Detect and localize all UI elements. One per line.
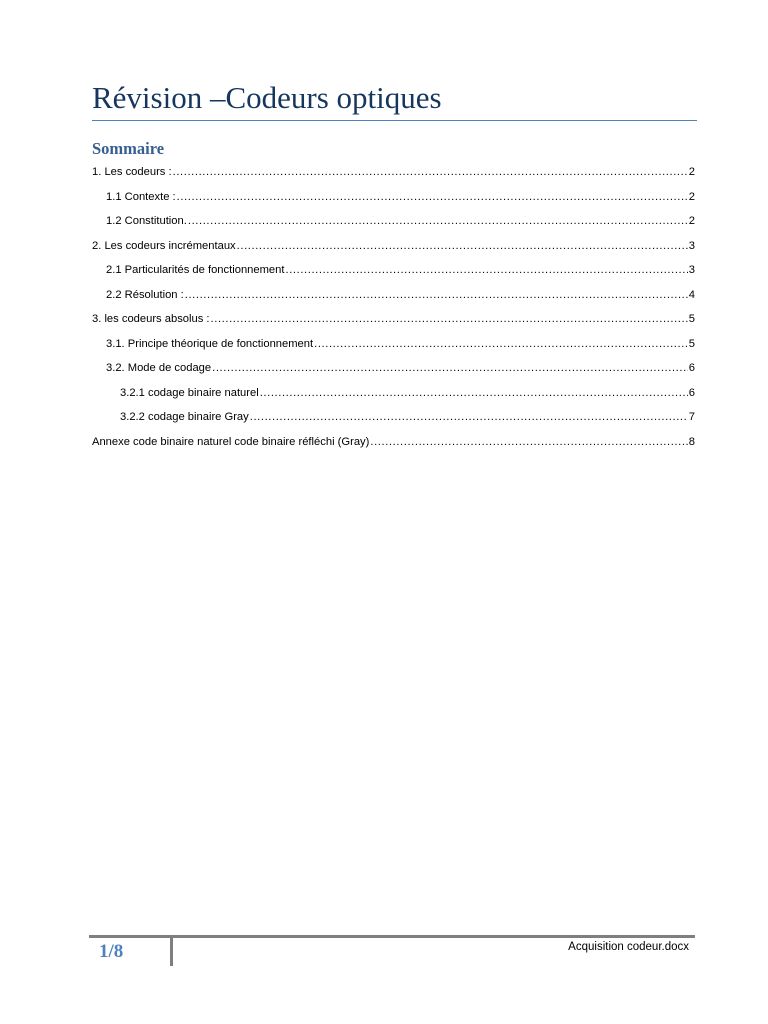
toc-entry[interactable] bbox=[92, 405, 695, 430]
footer-filename: Acquisition codeur.docx bbox=[568, 941, 689, 953]
toc-entry-page-number: 2 bbox=[688, 190, 695, 203]
toc-entry-label: 3.2.1 codage binaire naturel bbox=[120, 386, 259, 399]
toc-dot-leader bbox=[285, 264, 687, 276]
toc-entry[interactable] bbox=[92, 283, 695, 308]
table-of-contents bbox=[92, 160, 695, 454]
toc-entry[interactable] bbox=[92, 185, 695, 210]
toc-dot-leader bbox=[237, 240, 688, 252]
footer-separator bbox=[170, 938, 173, 966]
toc-entry-label: 3.1. Principe théorique de fonctionnement bbox=[106, 337, 314, 350]
toc-entry-label: 2.1 Particularités de fonctionnement bbox=[106, 264, 285, 277]
title-underline bbox=[92, 120, 697, 121]
toc-dot-leader bbox=[177, 191, 688, 203]
toc-entry[interactable] bbox=[92, 234, 695, 259]
toc-entry-page-number: 5 bbox=[688, 313, 695, 326]
toc-entry[interactable] bbox=[92, 356, 695, 381]
toc-entry[interactable] bbox=[92, 430, 695, 455]
toc-dot-leader bbox=[211, 313, 688, 325]
toc-entry-page-number: 5 bbox=[688, 337, 695, 350]
toc-entry-page-number: 7 bbox=[688, 411, 695, 424]
toc-entry-label: 1. Les codeurs : bbox=[92, 166, 172, 179]
toc-entry-page-number: 2 bbox=[688, 166, 695, 179]
toc-dot-leader bbox=[212, 362, 688, 374]
toc-dot-leader bbox=[314, 338, 688, 350]
toc-entry-label: 2.2 Résolution : bbox=[106, 288, 184, 301]
toc-dot-leader bbox=[173, 166, 688, 178]
toc-dot-leader bbox=[188, 215, 688, 227]
toc-dot-leader bbox=[250, 411, 688, 423]
toc-entry-label: 2. Les codeurs incrémentaux bbox=[92, 239, 236, 252]
toc-entry[interactable] bbox=[92, 209, 695, 234]
toc-entry-page-number: 3 bbox=[688, 239, 695, 252]
toc-entry[interactable] bbox=[92, 160, 695, 185]
toc-entry-label: 3.2.2 codage binaire Gray bbox=[120, 411, 249, 424]
toc-entry-label: 1.2 Constitution. bbox=[106, 215, 187, 228]
toc-entry-label: 3. les codeurs absolus : bbox=[92, 313, 210, 326]
page-number: 1/8 bbox=[99, 941, 124, 962]
toc-heading: Sommaire bbox=[92, 139, 165, 158]
toc-dot-leader bbox=[370, 436, 687, 448]
toc-entry-page-number: 8 bbox=[688, 435, 695, 448]
toc-dot-leader bbox=[185, 289, 688, 301]
toc-entry-page-number: 4 bbox=[688, 288, 695, 301]
toc-entry[interactable] bbox=[92, 258, 695, 283]
toc-entry[interactable] bbox=[92, 381, 695, 406]
toc-entry-label: 3.2. Mode de codage bbox=[106, 362, 212, 375]
toc-entry-page-number: 6 bbox=[688, 386, 695, 399]
toc-entry-page-number: 3 bbox=[688, 264, 695, 277]
page-footer bbox=[89, 935, 695, 967]
footer-rule bbox=[89, 935, 695, 938]
toc-entry[interactable] bbox=[92, 332, 695, 357]
toc-entry-label: 1.1 Contexte : bbox=[106, 190, 176, 203]
toc-dot-leader bbox=[260, 387, 688, 399]
toc-entry-label: Annexe code binaire naturel code binaire réfléchi (Gray) bbox=[92, 435, 370, 448]
toc-entry-page-number: 2 bbox=[688, 215, 695, 228]
page-title: Révision –Codeurs optiques bbox=[92, 80, 442, 115]
toc-entry-page-number: 6 bbox=[688, 362, 695, 375]
toc-entry[interactable] bbox=[92, 307, 695, 332]
